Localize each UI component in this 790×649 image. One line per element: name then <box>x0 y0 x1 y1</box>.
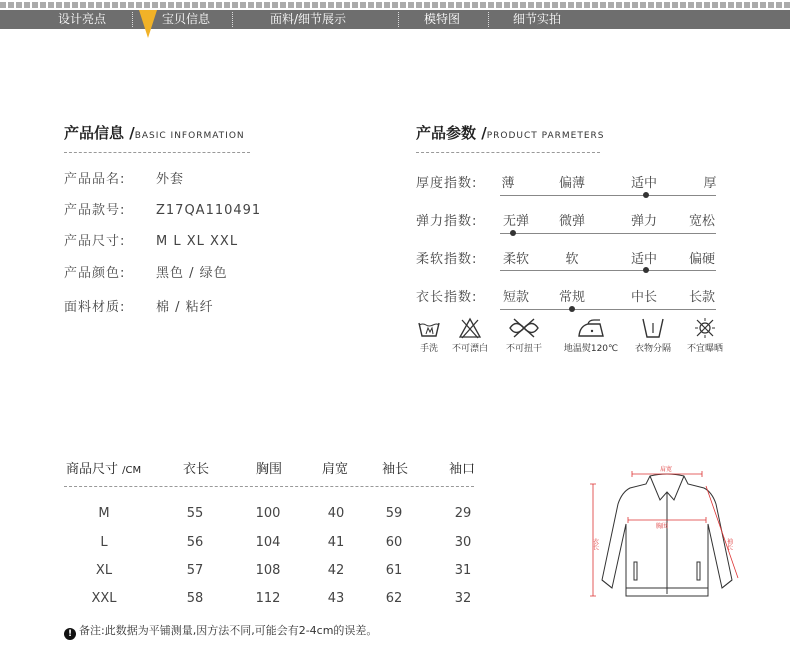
size-table-header-cuff: 袖口 <box>449 462 476 477</box>
no-wring-icon <box>506 317 542 339</box>
info-value: 黑色 / 绿色 <box>156 266 228 281</box>
size-table-header-size <box>66 458 141 477</box>
size-cell-value: 42 <box>327 563 345 578</box>
param-option: 薄 <box>501 176 515 191</box>
top-navigation <box>0 0 790 31</box>
note-text: 备注:此数据为平铺测量,因方法不同,可能会有2-4cm的误差。 <box>79 624 378 637</box>
size-table-header-chest: 胸围 <box>256 462 283 477</box>
param-indicator-dot <box>510 230 516 236</box>
active-tab-indicator <box>139 10 157 38</box>
param-option: 常规 <box>558 290 585 305</box>
nav-item-product-info[interactable]: 宝贝信息 <box>162 12 211 26</box>
care-label: 手洗 <box>419 344 438 354</box>
product-info-subtitle: BASIC INFORMATION <box>134 131 245 141</box>
info-value: Z17QA110491 <box>156 203 262 218</box>
care-item <box>446 317 494 354</box>
nav-separator <box>132 12 133 27</box>
param-option: 厚 <box>703 176 717 191</box>
size-cell-value: 100 <box>255 506 281 521</box>
param-label-elasticity: 弹力指数: <box>416 214 478 229</box>
size-cell-label: M <box>98 506 110 521</box>
jacket-measurement-diagram <box>588 462 746 608</box>
size-cell-value: 40 <box>327 506 345 521</box>
warning-icon: ! <box>64 628 76 640</box>
size-cell-value: 62 <box>385 591 403 606</box>
size-cell-value: 30 <box>454 535 472 550</box>
param-indicator-dot <box>569 306 575 312</box>
no-bleach-icon <box>458 317 482 339</box>
param-indicator-dot <box>643 192 649 198</box>
size-cell-value: 43 <box>327 591 345 606</box>
nav-separator <box>398 12 399 27</box>
nav-item-design[interactable]: 设计亮点 <box>58 12 107 26</box>
size-cell-value: 32 <box>454 591 472 606</box>
nav-separator <box>488 12 489 27</box>
care-item <box>500 317 548 354</box>
decorative-chain <box>0 2 790 8</box>
care-label: 不可扭干 <box>505 344 542 354</box>
nav-item-fabric-detail[interactable]: 面料/细节展示 <box>270 12 347 26</box>
size-cell-value: 112 <box>255 591 281 606</box>
info-label: 产品品名: <box>64 172 126 187</box>
nav-separator <box>232 12 233 27</box>
product-info-title <box>64 122 245 143</box>
param-label-softness: 柔软指数: <box>416 252 478 267</box>
param-option: 微弹 <box>558 214 585 229</box>
param-option: 偏硬 <box>688 252 715 267</box>
size-cell-value: 29 <box>454 506 472 521</box>
diagram-label-shoulder: 肩宽 <box>660 466 673 473</box>
size-cell-value: 108 <box>255 563 281 578</box>
param-scale-line <box>500 270 716 271</box>
product-params-subtitle: PRODUCT PARMETERS <box>486 131 605 141</box>
info-label: 产品款号: <box>64 203 126 218</box>
size-cell-value: 60 <box>385 535 403 550</box>
hand-wash-icon <box>417 317 441 339</box>
care-label: 不可漂白 <box>451 344 488 354</box>
param-option: 长款 <box>688 290 715 305</box>
size-cell-value: 57 <box>186 563 204 578</box>
care-label: 衣物分隔 <box>634 344 671 354</box>
param-label-length: 衣长指数: <box>416 290 478 305</box>
size-cell-value: 31 <box>454 563 472 578</box>
care-item <box>556 317 626 354</box>
info-label: 面料材质: <box>64 300 126 315</box>
size-table-header-length: 衣长 <box>183 462 210 477</box>
info-row-sku <box>64 199 261 218</box>
size-cell-label: L <box>100 535 108 550</box>
param-option: 柔软 <box>502 252 529 267</box>
param-scale-line <box>500 195 716 196</box>
size-cell-label: XXL <box>91 591 117 606</box>
param-option: 中长 <box>630 290 657 305</box>
product-params-title-text: 产品参数 / <box>416 124 487 142</box>
size-cell-value: 41 <box>327 535 345 550</box>
product-info-title-text: 产品信息 / <box>64 124 135 142</box>
size-cell-value: 58 <box>186 591 204 606</box>
divider <box>64 486 474 487</box>
care-item <box>680 317 730 354</box>
wash-separately-icon <box>639 317 667 339</box>
param-option: 偏薄 <box>558 176 585 191</box>
diagram-label-sleeve: 袖长 <box>725 538 733 550</box>
nav-item-detail-photos[interactable]: 细节实拍 <box>513 12 562 26</box>
info-label: 产品颜色: <box>64 266 126 281</box>
divider <box>64 152 250 153</box>
param-scale-line <box>500 233 716 234</box>
param-option: 无弹 <box>502 214 529 229</box>
care-item <box>628 317 678 354</box>
low-iron-icon <box>576 317 606 339</box>
info-row-colors <box>64 262 228 281</box>
info-row-sizes <box>64 230 238 249</box>
info-value: 棉 / 粘纤 <box>156 300 214 315</box>
param-option: 短款 <box>502 290 529 305</box>
info-row-material <box>64 296 214 315</box>
diagram-label-length: 衣长 <box>591 538 599 550</box>
diagram-label-chest: 胸围 <box>656 523 669 530</box>
param-option: 宽松 <box>688 214 715 229</box>
info-value: M L XL XXL <box>156 234 239 249</box>
param-label-thickness: 厚度指数: <box>416 176 478 191</box>
product-params-title <box>416 122 605 143</box>
size-cell-value: 104 <box>255 535 281 550</box>
nav-item-model[interactable]: 模特图 <box>424 12 461 26</box>
care-label: 地温熨120℃ <box>563 344 619 354</box>
info-value: 外套 <box>156 172 185 187</box>
size-header-unit: /CM <box>122 465 142 476</box>
size-table-header-shoulder: 肩宽 <box>322 462 349 477</box>
divider <box>416 152 600 153</box>
size-cell-value: 56 <box>186 535 204 550</box>
param-option: 适中 <box>630 176 657 191</box>
size-cell-value: 61 <box>385 563 403 578</box>
info-row-name <box>64 168 184 187</box>
care-item <box>414 317 444 354</box>
size-header-label: 商品尺寸 <box>66 462 119 477</box>
care-label: 不宜曝晒 <box>686 344 723 354</box>
param-option: 软 <box>565 252 579 267</box>
measurement-note <box>64 622 377 640</box>
nav-bar <box>0 10 790 29</box>
size-cell-value: 59 <box>385 506 403 521</box>
no-sun-icon <box>693 317 717 339</box>
param-indicator-dot <box>643 267 649 273</box>
size-cell-label: XL <box>95 563 113 578</box>
size-cell-value: 55 <box>186 506 204 521</box>
param-option: 适中 <box>630 252 657 267</box>
param-scale-line <box>500 309 716 310</box>
size-table-header-sleeve: 袖长 <box>382 462 409 477</box>
param-option: 弹力 <box>630 214 657 229</box>
info-label: 产品尺寸: <box>64 234 126 249</box>
